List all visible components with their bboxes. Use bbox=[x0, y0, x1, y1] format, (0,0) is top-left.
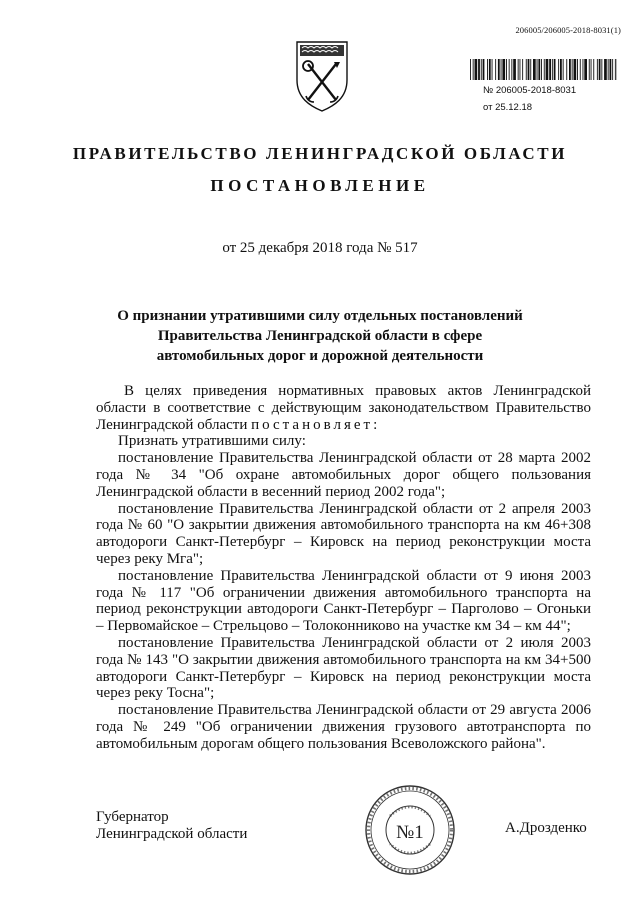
barcode-bar bbox=[492, 59, 493, 80]
coat-of-arms-emblem bbox=[294, 40, 350, 112]
barcode-bar bbox=[608, 59, 609, 80]
repealed-item: постановление Правительства Ленинградской области от 29 августа 2006 года № 249 "Об ограничении движения грузового автотранспорта по автомобильным дорогам общего пользования Всеволожского района". bbox=[96, 702, 591, 752]
barcode-bar bbox=[533, 59, 536, 80]
heading-line: О признании утратившими силу отдельных постановлений bbox=[117, 308, 523, 324]
barcode-bar bbox=[552, 59, 553, 80]
barcode-bar bbox=[546, 59, 549, 80]
barcode-bar bbox=[528, 59, 530, 80]
document-type: ПОСТАНОВЛЕНИЕ bbox=[210, 176, 430, 195]
signer-name: А.Дрозденко bbox=[505, 820, 587, 836]
repealed-item: постановление Правительства Ленинградской области от 2 июля 2003 года № 143 "О закрытии движения автомобильного транспорта на км 34+500 автодороги Санкт-Петербург – Кировск на период реконструкции моста через реку Тосна"; bbox=[96, 634, 591, 702]
official-seal bbox=[362, 782, 458, 878]
barcode bbox=[470, 59, 617, 80]
registration-number: № 206005-2018-8031 bbox=[483, 85, 577, 96]
barcode-bar bbox=[554, 59, 556, 80]
preamble-paragraph bbox=[96, 383, 591, 433]
barcode-bar bbox=[530, 59, 531, 80]
preamble-text: В целях приведения нормативных правовых актов Ленинградской области в соответствие с действующим законодательством Правительство Ленинградской области bbox=[96, 383, 591, 433]
resolution-body bbox=[96, 383, 591, 753]
barcode-bar bbox=[612, 59, 613, 80]
barcode-bar bbox=[506, 59, 507, 80]
governor-title: Губернатор bbox=[96, 809, 169, 825]
barcode-bar bbox=[475, 59, 478, 80]
barcode-bar bbox=[487, 59, 488, 80]
barcode-bar bbox=[604, 59, 607, 80]
barcode-bar bbox=[589, 59, 590, 80]
barcode-bar bbox=[502, 59, 505, 80]
resolution-heading bbox=[100, 306, 540, 366]
barcode-bar bbox=[478, 59, 480, 80]
barcode-bar bbox=[509, 59, 510, 80]
barcode-bar bbox=[526, 59, 527, 80]
barcode-bar bbox=[538, 59, 540, 80]
barcode-bar bbox=[563, 59, 564, 80]
repealed-item: постановление Правительства Ленинградской области от 9 июня 2003 года № 117 "Об ограничении движения автомобильного транспорта на период реконструкции автодороги Санкт-Петербург – Парголово – Огоньки – Первомайское – Стрельцово – Толоконниково на участке км 34 – км 44"; bbox=[96, 567, 591, 635]
barcode-bar bbox=[574, 59, 577, 80]
barcode-bar bbox=[591, 59, 592, 80]
document-code: 206005/206005-2018-8031(1) bbox=[515, 25, 621, 35]
heading-line: автомобильных дорог и дорожной деятельности bbox=[156, 348, 484, 364]
barcode-bar bbox=[489, 59, 491, 80]
repealed-item: постановление Правительства Ленинградской области от 2 апреля 2003 года № 60 "О закрытии движения автомобильного транспорта на км 46+308 автодороги Санкт-Петербург – Кировск на период реконструкции моста через реку Мга"; bbox=[96, 500, 591, 567]
recognize-line: Признать утратившими силу: bbox=[118, 433, 306, 450]
barcode-bar bbox=[583, 59, 584, 80]
barcode-bar bbox=[580, 59, 581, 80]
barcode-bar bbox=[511, 59, 512, 80]
barcode-bar bbox=[498, 59, 500, 80]
barcode-bar bbox=[481, 59, 482, 80]
governor-region: Ленинградской области bbox=[96, 826, 248, 842]
barcode-bar bbox=[569, 59, 571, 80]
heading-line: Правительства Ленинградской области в сфере bbox=[157, 328, 483, 344]
barcode-bar bbox=[495, 59, 496, 80]
barcode-bar bbox=[560, 59, 562, 80]
registration-date: от 25.12.18 bbox=[483, 102, 533, 113]
barcode-bar bbox=[470, 59, 471, 80]
barcode-bar bbox=[483, 59, 485, 80]
barcode-bar bbox=[544, 59, 545, 80]
barcode-bar bbox=[599, 59, 601, 80]
barcode-bar bbox=[473, 59, 474, 80]
seal-number: №1 bbox=[396, 822, 424, 843]
barcode-bar bbox=[549, 59, 551, 80]
barcode-bar bbox=[610, 59, 612, 80]
repealed-item: постановление Правительства Ленинградской области от 28 марта 2002 года № 34 "Об охране автомобильных дорог общего пользования Ленинградской области в весенний период 2002 года"; bbox=[96, 450, 591, 500]
barcode-bar bbox=[558, 59, 559, 80]
barcode-bar bbox=[584, 59, 587, 80]
barcode-bar bbox=[537, 59, 538, 80]
barcode-bar bbox=[501, 59, 502, 80]
decision-word: постановляет: bbox=[251, 416, 381, 433]
document-date-line: от 25 декабря 2018 года № 517 bbox=[222, 240, 418, 256]
barcode-bar bbox=[513, 59, 516, 80]
barcode-bar bbox=[577, 59, 578, 80]
barcode-bar bbox=[566, 59, 567, 80]
barcode-bar bbox=[522, 59, 523, 80]
barcode-bar bbox=[601, 59, 602, 80]
barcode-bar bbox=[597, 59, 598, 80]
barcode-bar bbox=[572, 59, 573, 80]
barcode-bar bbox=[518, 59, 519, 80]
barcode-bar bbox=[520, 59, 521, 80]
barcode-bar bbox=[541, 59, 542, 80]
government-name: ПРАВИТЕЛЬСТВО ЛЕНИНГРАДСКОЙ ОБЛАСТИ bbox=[72, 144, 568, 163]
barcode-bar bbox=[593, 59, 594, 80]
barcode-bar bbox=[615, 59, 616, 80]
